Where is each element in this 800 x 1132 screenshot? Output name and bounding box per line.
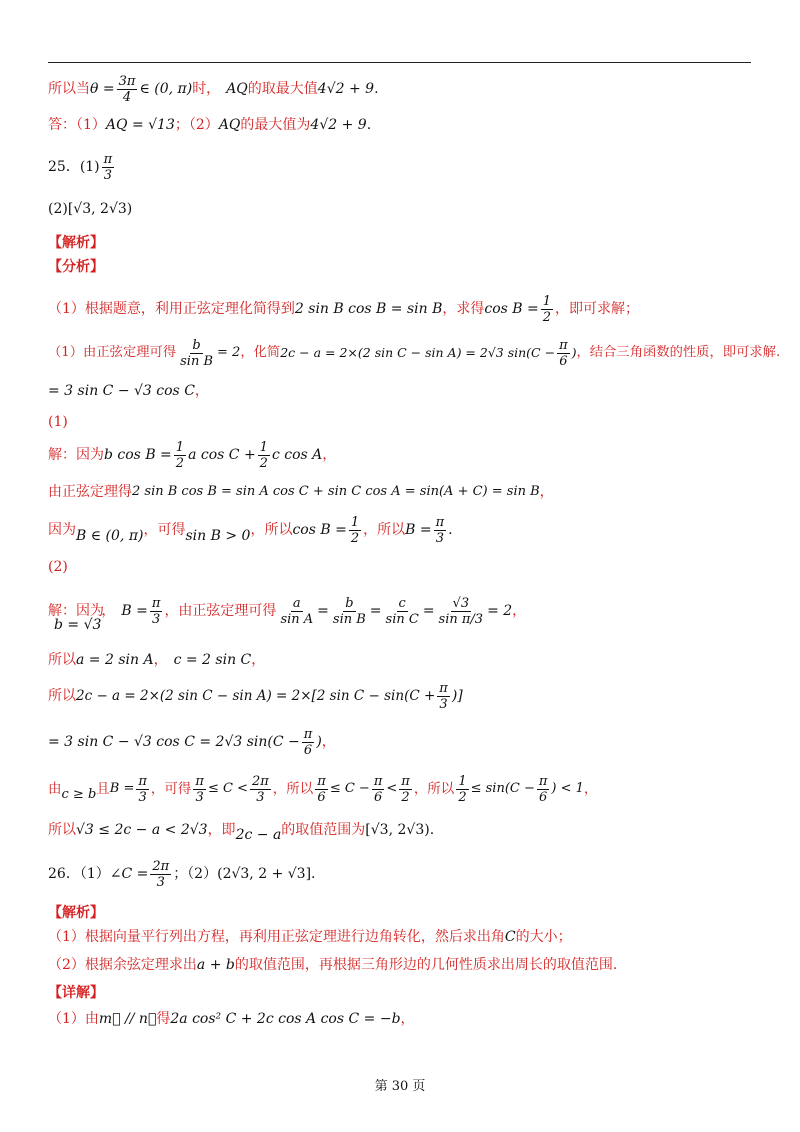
numerator: π: [439, 680, 448, 696]
fraction: [331, 596, 368, 627]
math: √3 ≤ 2c − a < 2√3: [76, 822, 208, 838]
text: ，所以: [413, 781, 455, 797]
denominator: sin C: [385, 611, 419, 627]
math: 2c − a = 2×(2 sin C − sin A) = 2×[2 sin C − sin(C +: [76, 688, 436, 704]
text: ，即可求解；: [555, 301, 640, 317]
fraction: [399, 774, 412, 805]
text: ，: [583, 781, 598, 797]
math: <: [386, 781, 398, 796]
math: ): [316, 734, 322, 750]
analysis-26-line-1: [48, 928, 572, 946]
denominator: 4: [122, 89, 132, 105]
text: ，: [251, 652, 266, 668]
denominator: 3: [195, 789, 204, 805]
math: 4√2 + 9: [317, 81, 375, 97]
fraction: [178, 338, 215, 369]
text: ，所以: [363, 522, 406, 538]
text: ，: [321, 734, 336, 750]
section-xiangjie: 【详解】: [48, 985, 104, 1001]
numerator: 1: [458, 773, 467, 789]
fraction: [136, 774, 149, 805]
text: （1）由: [48, 1011, 99, 1027]
solution-2-line-3: [48, 680, 463, 712]
q25-answer-2: [48, 200, 132, 218]
math: [√3, 2√3): [67, 201, 133, 217]
text: ，: [539, 484, 554, 500]
section-jiexi: 【解析】: [48, 235, 104, 251]
denominator: 2: [401, 789, 410, 805]
numerator: π: [401, 773, 410, 789]
numerator: π: [559, 337, 568, 353]
text: ，化简: [240, 345, 281, 360]
fraction: [541, 294, 553, 325]
question-number: 25．(1): [48, 159, 100, 175]
denominator: 2: [458, 789, 467, 805]
text: 解：因为: [48, 447, 104, 463]
math: C: [504, 929, 516, 945]
fraction: [193, 774, 206, 805]
math: =: [369, 603, 382, 619]
fraction: [384, 596, 421, 627]
text: 因为: [48, 522, 76, 538]
math: AQ: [226, 81, 248, 97]
text: ，所以: [250, 522, 293, 538]
analysis-line-1: [48, 294, 639, 324]
denominator: 3: [439, 696, 448, 712]
math: a cos C +: [188, 447, 256, 463]
denominator: 6: [539, 789, 548, 805]
math: 2c − a = 2×(2 sin C − sin A) = 2√3 sin(C −: [280, 345, 556, 360]
text: ，可得: [150, 781, 192, 797]
math: θ =: [90, 81, 115, 97]
math: 2 sin B cos B = sin A cos C + sin C cos A = sin(A + C) = sin B: [132, 484, 540, 499]
solution-2-line-4: [48, 726, 336, 758]
fraction: [150, 859, 171, 890]
text: 的取最大值: [247, 81, 318, 97]
denominator: 2: [175, 455, 185, 471]
numerator: π: [195, 773, 204, 789]
math: 4√2 + 9: [310, 117, 367, 133]
analysis-26-line-2: [48, 956, 617, 974]
fraction: [437, 681, 450, 712]
math: B ∈ (0, π): [76, 528, 144, 544]
math: = 2: [487, 603, 513, 619]
denominator: 3: [103, 167, 113, 183]
math: c = 2 sin C: [173, 652, 252, 668]
math: ): [571, 345, 577, 360]
part-label: (2): [48, 201, 68, 217]
math: (2√3, 2 + √3]: [217, 866, 312, 882]
fraction: [258, 440, 270, 471]
text: ，: [512, 603, 527, 619]
text: 得: [156, 1011, 171, 1027]
header-rule: [48, 62, 751, 63]
math: b cos B =: [104, 447, 172, 463]
fraction: [349, 515, 361, 546]
math: AQ = √13: [105, 117, 175, 133]
text: ，: [194, 383, 209, 399]
fraction: [302, 727, 315, 758]
numerator: π: [435, 514, 445, 530]
math: ≤ sin(C −: [470, 781, 535, 796]
solution-1-line-2: [48, 483, 554, 501]
solution-2-line-2: [48, 651, 265, 669]
math: B =: [109, 781, 135, 796]
section-jiexi-2: 【解析】: [48, 905, 104, 921]
numerator: 1: [350, 514, 360, 530]
text: （1）由正弦定理可得: [48, 345, 177, 360]
math: 2a cos² C + 2c cos A cos C = −b: [170, 1011, 401, 1027]
math: a = 2 sin A: [76, 652, 154, 668]
text: .: [366, 117, 372, 133]
text: ，: [322, 447, 337, 463]
math: a + b: [196, 957, 235, 973]
text: 由正弦定理得: [48, 484, 132, 500]
numerator: 2π: [251, 773, 269, 789]
solution-2-line-5: [48, 772, 597, 806]
math: )]: [451, 688, 463, 704]
text: （1）根据向量平行列出方程，再利用正弦定理进行边角转化，然后求出角: [48, 929, 505, 945]
question-number: 26．（1）: [48, 866, 110, 882]
numerator: π: [138, 773, 147, 789]
numerator: b: [192, 337, 201, 353]
numerator: π: [151, 595, 161, 611]
text: 由: [48, 781, 62, 797]
denominator: 2: [350, 530, 360, 546]
text: ；（2）: [173, 866, 218, 882]
fraction: [434, 515, 447, 546]
denominator: 2: [259, 455, 268, 471]
denominator: 3: [152, 611, 161, 627]
math: 2 sin B cos B = sin B: [294, 301, 443, 317]
math: ) < 1: [551, 781, 584, 796]
text: .: [448, 522, 453, 538]
detail-26-line-1: [48, 1010, 415, 1028]
math: ≤ C <: [207, 781, 248, 796]
text: ，求得: [442, 301, 485, 317]
analysis-line-2: [48, 338, 780, 368]
math: c ≥ b: [61, 787, 97, 802]
denominator: sin B: [332, 611, 366, 627]
fraction: [557, 338, 570, 369]
math: m⃗ // n⃗: [98, 1011, 157, 1027]
numerator: c: [398, 595, 406, 611]
math: c cos A: [271, 447, 323, 463]
section-fenxi: 【分析】: [48, 259, 104, 275]
math: = 2: [217, 345, 241, 360]
math: AQ: [218, 117, 241, 133]
math: B =: [121, 603, 148, 619]
math: 2c − a: [235, 827, 282, 843]
numerator: π: [373, 773, 383, 789]
numerator: π: [538, 773, 548, 789]
denominator: 6: [317, 789, 326, 805]
math: B =: [405, 522, 432, 538]
text: ；（2）: [174, 117, 219, 133]
text: ，: [101, 603, 116, 619]
denominator: 6: [559, 353, 568, 369]
text: ，: [153, 652, 168, 668]
fraction: [437, 596, 486, 627]
fraction: [250, 774, 271, 805]
text: 的最大值为: [240, 117, 311, 133]
text: 所以: [48, 652, 76, 668]
text: 的大小；: [515, 929, 572, 945]
solution-2-line-6: [48, 821, 435, 843]
math: =: [317, 603, 329, 619]
numerator: 2π: [152, 858, 170, 874]
fraction: [102, 152, 115, 183]
text: ，: [400, 1011, 415, 1027]
math: b = √3: [54, 617, 102, 633]
q25-answer-1: [48, 152, 116, 182]
math: ∠C =: [109, 866, 149, 882]
text: 答：（1）: [48, 117, 106, 133]
denominator: 3: [256, 789, 265, 805]
numerator: a: [292, 595, 301, 611]
math: = 3 sin C − √3 cos C: [48, 383, 195, 399]
text: 的取值范围为: [281, 822, 366, 838]
denominator: sin A: [280, 611, 314, 627]
numerator: π: [317, 773, 326, 789]
denominator: 3: [156, 874, 165, 890]
math: ≤ C −: [329, 781, 370, 796]
denominator: 3: [435, 530, 444, 546]
math: sin B > 0: [185, 528, 251, 544]
denominator: 2: [542, 309, 552, 325]
text: 且: [96, 781, 110, 797]
text: .: [429, 822, 435, 838]
fraction: [456, 774, 468, 805]
text: 的取值范围，再根据三角形边的几何性质求出周长的取值范围.: [234, 957, 618, 973]
text: ，所以: [272, 781, 314, 797]
text: ，可得: [143, 522, 186, 538]
math: cos B =: [484, 301, 539, 317]
denominator: sin π/3: [438, 611, 484, 627]
numerator: √3: [452, 595, 470, 611]
text: ，结合三角函数的性质，即可求解.: [576, 345, 781, 360]
numerator: π: [103, 151, 113, 167]
text: .: [374, 81, 379, 97]
numerator: 1: [175, 439, 185, 455]
text: 解：因为: [48, 603, 104, 619]
math: ∈ (0, π): [139, 81, 193, 97]
numerator: 3π: [118, 73, 136, 89]
fraction: [278, 596, 315, 627]
math: =: [422, 603, 435, 619]
part-1-label: (1): [48, 414, 68, 430]
math: cos B =: [292, 522, 347, 538]
solution-2-line-1: [48, 584, 526, 638]
text: .: [311, 866, 316, 882]
fraction: [174, 440, 186, 471]
numerator: π: [303, 726, 313, 742]
text: ，即: [207, 822, 236, 838]
text: 时，: [192, 81, 221, 97]
solution-1-line-3: [48, 514, 453, 546]
fraction: [150, 596, 163, 627]
denominator: 3: [138, 789, 147, 805]
part-2-label: (2): [48, 559, 68, 575]
math: = 3 sin C − √3 cos C = 2√3 sin(C −: [48, 734, 300, 750]
page-number: 第 30 页: [374, 1079, 426, 1094]
numerator: b: [345, 595, 354, 611]
fraction: [315, 774, 328, 805]
math: [√3, 2√3): [365, 822, 430, 838]
text: 所以: [48, 688, 76, 704]
denominator: 6: [373, 789, 383, 805]
denominator: 6: [303, 742, 313, 758]
numerator: 1: [542, 293, 552, 309]
text: 所以当: [48, 81, 90, 97]
text: （2）根据余弦定理求出: [48, 957, 197, 973]
text: （1）根据题意，利用正弦定理化简得到: [48, 301, 295, 317]
fraction: [537, 774, 550, 805]
numerator: 1: [259, 439, 268, 455]
fraction: [372, 774, 385, 805]
answer-line-1: [48, 73, 379, 105]
fraction: [117, 74, 138, 105]
text: 所以: [48, 822, 76, 838]
denominator: sin B: [180, 353, 214, 369]
solution-1-line-1: [48, 440, 336, 470]
answer-line-2: [48, 116, 371, 134]
text: ，由正弦定理可得: [164, 603, 277, 619]
analysis-line-3: [48, 382, 209, 400]
q26-answer: [48, 859, 316, 889]
